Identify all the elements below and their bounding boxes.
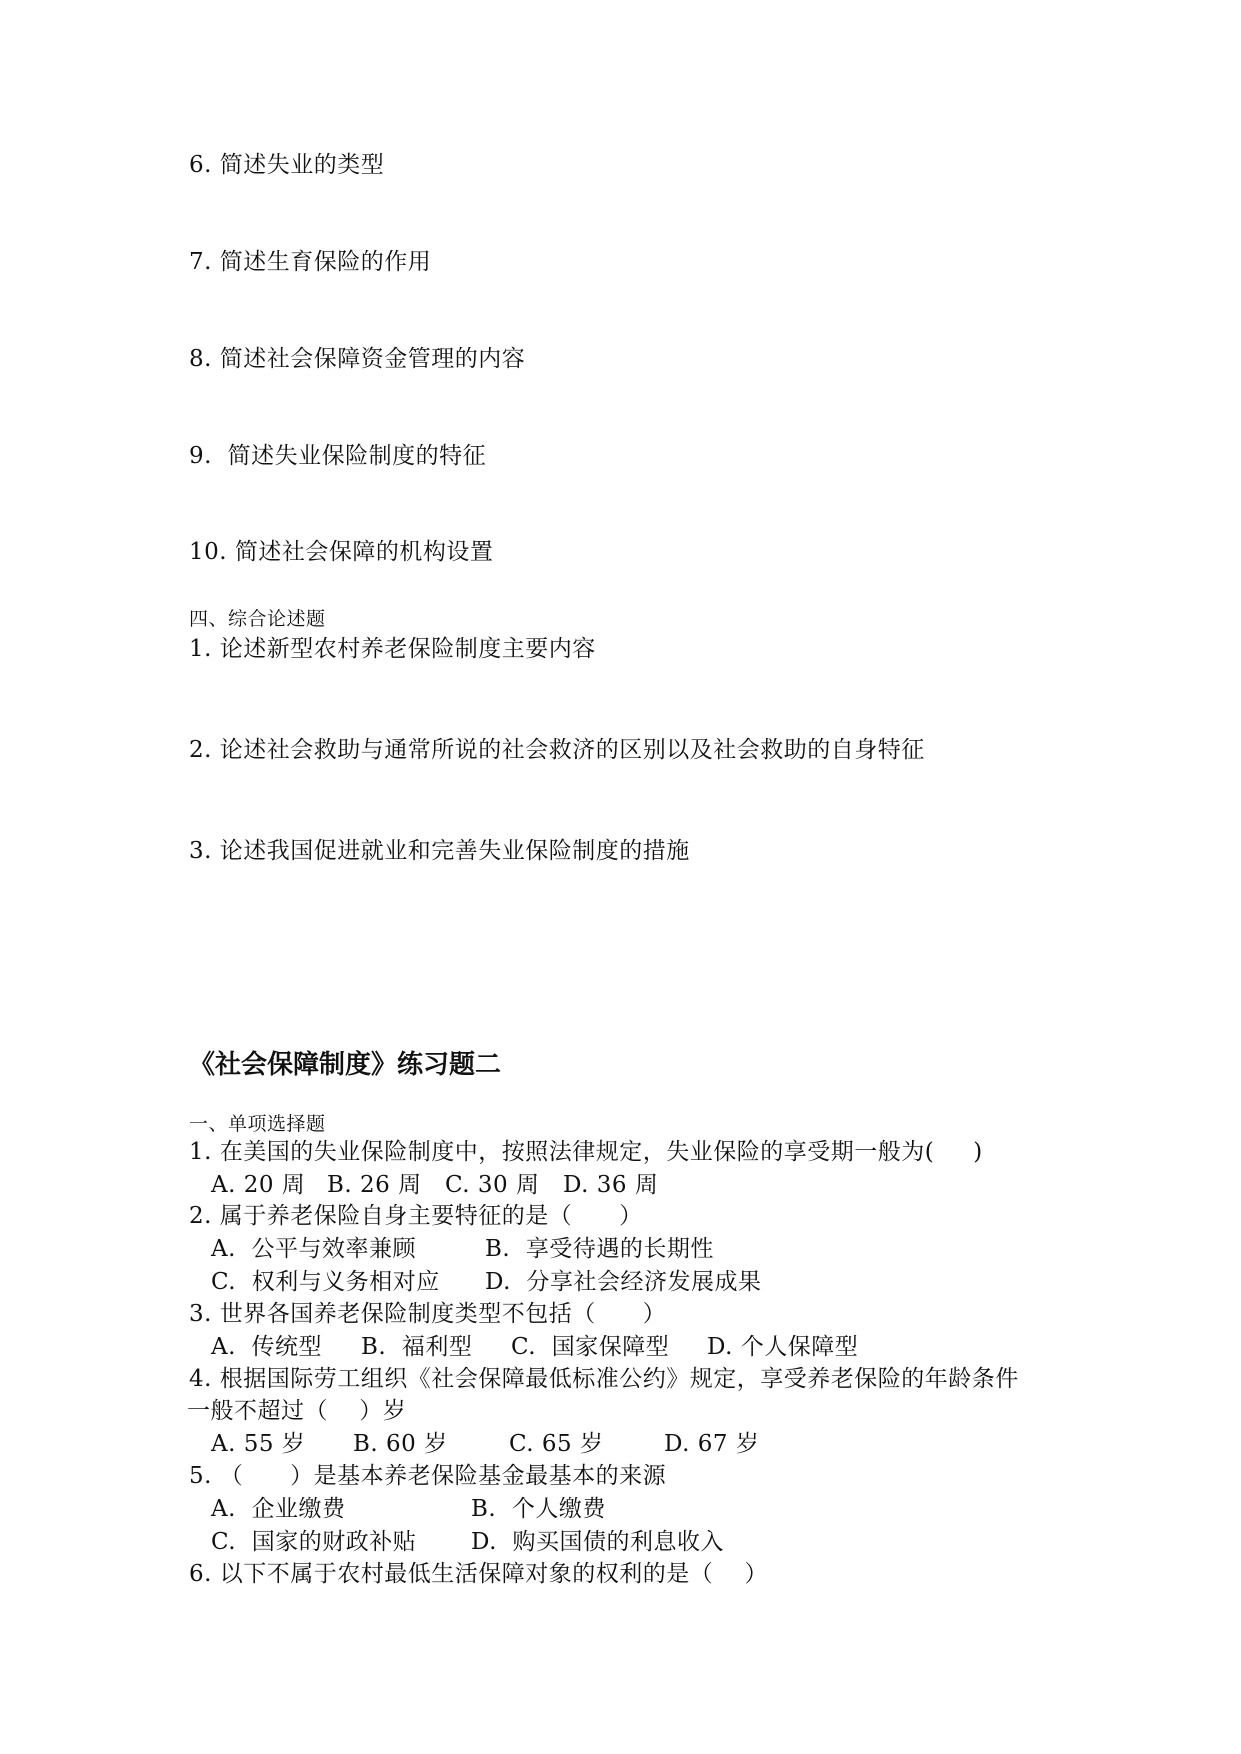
question-5-stem: 5. （ ）是基本养老保险基金最基本的来源	[189, 1463, 667, 1489]
question-1-option-d: D. 36 周	[563, 1172, 659, 1198]
short-answer-question-8: 8. 简述社会保障资金管理的内容	[189, 346, 526, 372]
question-2-option-d: D. 分享社会经济发展成果	[485, 1269, 762, 1295]
section-heading-single-choice: 一、单项选择题	[189, 1113, 326, 1135]
question-1-option-c: C. 30 周	[445, 1172, 540, 1198]
question-2-option-b: B. 享受待遇的长期性	[485, 1236, 714, 1262]
section-heading-essay: 四、综合论述题	[189, 608, 326, 630]
question-3-stem: 3. 世界各国养老保险制度类型不包括（ ）	[189, 1301, 667, 1327]
short-answer-question-6: 6. 简述失业的类型	[189, 152, 385, 178]
short-answer-question-7: 7. 简述生育保险的作用	[189, 249, 432, 275]
question-1-option-a: A. 20 周	[211, 1172, 306, 1198]
question-3-option-a: A. 传统型	[211, 1334, 323, 1360]
question-4-option-d: D. 67 岁	[664, 1431, 760, 1457]
question-3-option-b: B. 福利型	[361, 1334, 473, 1360]
exercise-title: 《社会保障制度》练习题二	[189, 1050, 502, 1080]
essay-question-2: 2. 论述社会救助与通常所说的社会救济的区别以及社会救助的自身特征	[189, 737, 925, 763]
question-4-stem-continued: 一般不超过（ ）岁	[187, 1398, 407, 1424]
short-answer-question-9: 9. 简述失业保险制度的特征	[189, 443, 487, 469]
question-5-option-d: D. 购买国债的利息收入	[471, 1529, 725, 1555]
question-3-option-c: C. 国家保障型	[511, 1334, 670, 1360]
short-answer-question-10: 10. 简述社会保障的机构设置	[189, 539, 494, 565]
question-4-option-c: C. 65 岁	[509, 1431, 604, 1457]
question-1-stem: 1. 在美国的失业保险制度中，按照法律规定，失业保险的享受期一般为( )	[189, 1139, 983, 1165]
question-5-option-c: C. 国家的财政补贴	[211, 1529, 417, 1555]
question-4-option-b: B. 60 岁	[353, 1431, 448, 1457]
question-6-stem: 6. 以下不属于农村最低生活保障对象的权利的是（ ）	[189, 1561, 768, 1587]
question-5-option-b: B. 个人缴费	[471, 1496, 606, 1522]
question-2-option-c: C. 权利与义务相对应	[211, 1269, 440, 1295]
question-1-option-b: B. 26 周	[327, 1172, 422, 1198]
question-5-option-a: A. 企业缴费	[211, 1496, 346, 1522]
essay-question-3: 3. 论述我国促进就业和完善失业保险制度的措施	[189, 838, 690, 864]
essay-question-1: 1. 论述新型农村养老保险制度主要内容	[189, 636, 596, 662]
question-4-option-a: A. 55 岁	[211, 1431, 306, 1457]
question-2-option-a: A. 公平与效率兼顾	[211, 1236, 417, 1262]
question-2-stem: 2. 属于养老保险自身主要特征的是（ ）	[189, 1203, 643, 1229]
question-4-stem: 4. 根据国际劳工组织《社会保障最低标准公约》规定，享受养老保险的年龄条件	[189, 1366, 1019, 1392]
question-3-option-d: D. 个人保障型	[707, 1334, 859, 1360]
